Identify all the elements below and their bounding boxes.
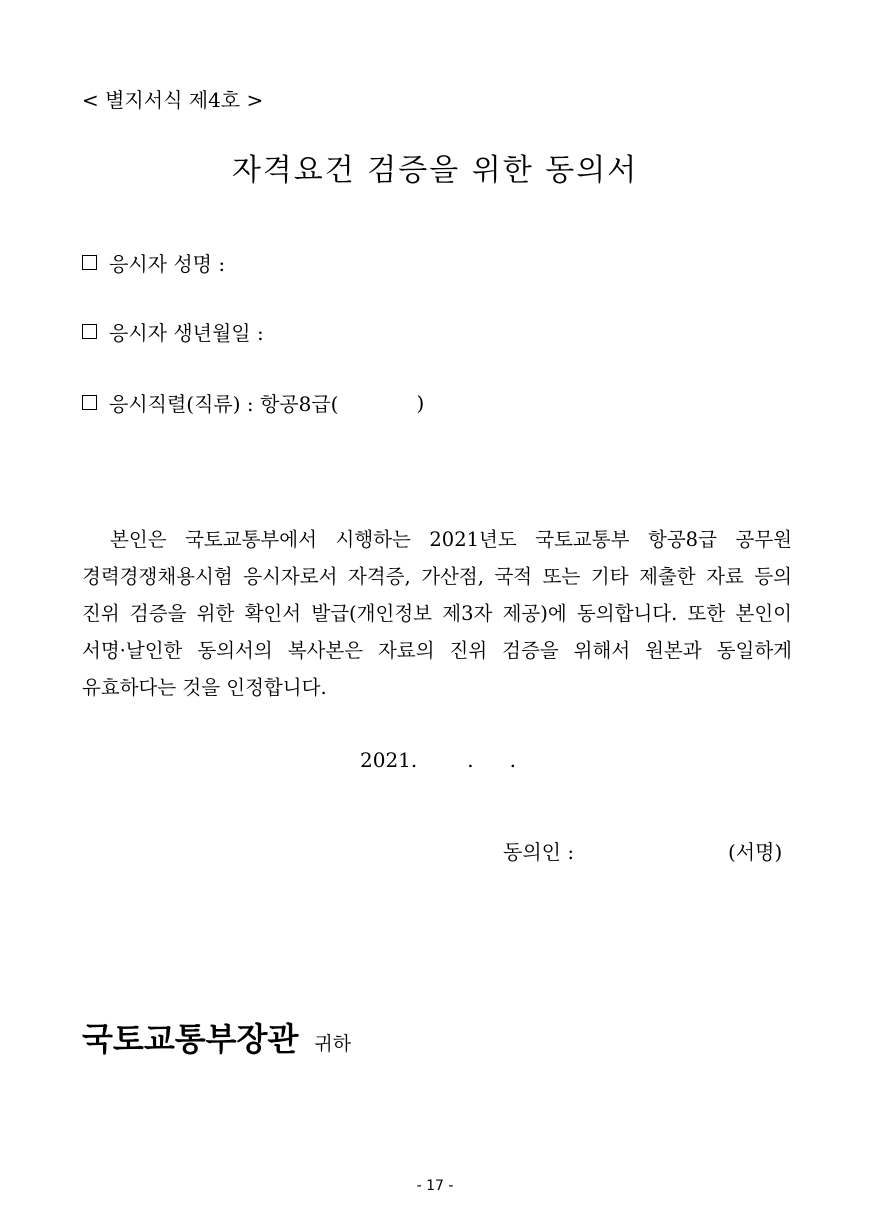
- applicant-birthdate-label: 응시자 생년월일 :: [109, 321, 264, 345]
- applicant-job-series-field: [82, 388, 424, 417]
- job-series-close-paren: ): [416, 390, 425, 415]
- signer-label: 동의인 :: [503, 840, 575, 864]
- consent-paragraph: [82, 521, 792, 706]
- signature-mark: (서명): [728, 840, 783, 864]
- job-series-label: 응시직렬(직류) : 항공8급(: [109, 392, 339, 416]
- document-title: 자격요건 검증을 위한 동의서: [231, 153, 639, 188]
- addressee: [82, 1014, 351, 1060]
- date-line: [360, 748, 516, 772]
- date-year: 2021.: [360, 748, 418, 772]
- consent-text: 본인은 국토교통부에서 시행하는 2021년도 국토교통부 항공8급 공무원 경력경쟁채용시험 응시자로서 자격증, 가산점, 국적 또는 기타 제출한 자료 등의 진위 검증을 위한 확인서 발급(개인정보 제3자 제공)에 동의합니다. 또한 본인이 서명·날인한 동의서의 복사본은 자료의 진위 검증을 위해서 원본과 동일하게 유효하다는 것을 인정합니다.: [82, 528, 792, 699]
- checkbox-icon: [82, 324, 97, 339]
- checkbox-icon: [82, 255, 97, 270]
- applicant-name-field: [82, 248, 225, 277]
- date-month-dot: .: [467, 748, 474, 772]
- addressee-honorific: 귀하: [314, 1033, 352, 1055]
- date-day-dot: .: [509, 748, 516, 772]
- addressee-name: 국토교통부장관: [82, 1020, 299, 1058]
- checkbox-icon: [82, 395, 97, 410]
- page-number: - 17 -: [416, 1178, 454, 1194]
- applicant-name-label: 응시자 성명 :: [109, 252, 226, 276]
- form-number: < 별지서식 제4호 >: [82, 88, 264, 112]
- applicant-birthdate-field: [82, 317, 264, 346]
